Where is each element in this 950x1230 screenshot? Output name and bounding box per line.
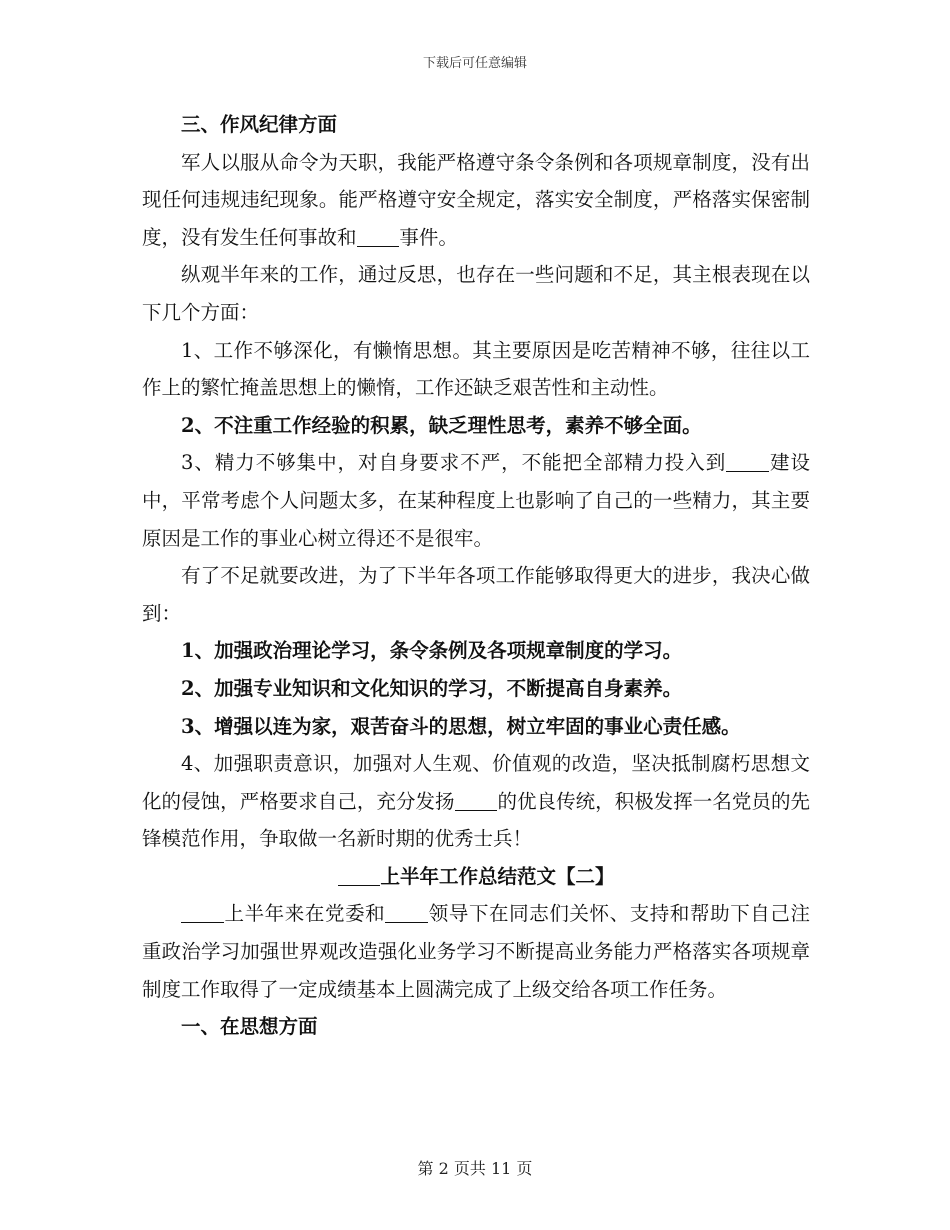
paragraph-text: 4、加强职责意识，加强对人生观、价值观的改造，坚决抵制腐朽思想文化的侵蚀，严格要求自己，充分发扬 (142, 752, 810, 813)
paragraph-text: 3、精力不够集中，对自身要求不严，不能把全部精力投入到 (181, 451, 727, 475)
document-body (142, 106, 810, 1046)
heading-text: 一、在思想方面 (181, 1015, 318, 1039)
problem-item-2 (142, 407, 810, 445)
paragraph-resolution (142, 557, 810, 632)
paragraph-text: 有了不足就要改进，为了下半年各项工作能够取得更大的进步，我决心做到： (142, 564, 810, 625)
paragraph-text: 军人以服从命令为天职，我能严格遵守条令条例和各项规章制度，没有出现任何违规违纪现象。能严格遵守安全规定，落实安全制度，严格落实保密制度，没有发生任何事故和 (142, 150, 810, 249)
paragraph-discipline (142, 144, 810, 257)
blank-line (726, 452, 769, 473)
title-text: 上半年工作总结范文【二】 (380, 864, 615, 888)
blank-line (455, 790, 498, 811)
paragraph-review (142, 256, 810, 331)
section-heading-thought (142, 1008, 810, 1046)
resolution-item-4 (142, 745, 810, 858)
paragraph-intro (142, 895, 810, 1008)
problem-item-3 (142, 444, 810, 557)
paragraph-text: 事件。 (399, 225, 458, 249)
blank-line (181, 903, 224, 924)
blank-line (357, 226, 400, 247)
page-footer: 第 2 页共 11 页 (417, 1159, 533, 1178)
blank-line (385, 903, 428, 924)
problem-item-1 (142, 332, 810, 407)
resolution-item-2 (142, 670, 810, 708)
paragraph-text: 1、工作不够深化，有懒惰思想。其主要原因是吃苦精神不够，往往以工作上的繁忙掩盖思想上的懒惰，工作还缺乏艰苦性和主动性。 (142, 338, 810, 400)
paragraph-text: 3、增强以连为家，艰苦奋斗的思想，树立牢固的事业心责任感。 (181, 714, 741, 738)
blank-line (338, 865, 381, 886)
heading-text: 三、作风纪律方面 (181, 113, 338, 136)
section-heading-discipline (142, 106, 810, 144)
resolution-item-1 (142, 632, 810, 670)
paragraph-text: 纵观半年来的工作，通过反思，也存在一些问题和不足，其主根表现在以下几个方面： (142, 263, 810, 324)
paragraph-text: 领导下在同志们关怀、支持和帮助下自己注重政治学习加强世界观改造强化业务学习不断提高业务能力严格落实各项规章制度工作取得了一定成绩基本上圆满完成了上级交给各项工作任务。 (142, 902, 810, 1001)
paragraph-text: 1、加强政治理论学习，条令条例及各项规章制度的学习。 (181, 639, 683, 663)
paragraph-text: 建设中，平常考虑个人问题太多，在某种程度上也影响了自己的一些精力，其主要原因是工作的事业心树立得还不是很牢。 (142, 451, 810, 550)
article-title (142, 858, 810, 896)
resolution-item-3 (142, 708, 810, 746)
paragraph-text: 上半年来在党委和 (223, 902, 386, 926)
page-header: 下载后可任意编辑 (422, 56, 527, 71)
paragraph-text: 的优良传统，积极发挥一名党员的先锋模范作用，争取做一名新时期的优秀士兵！ (142, 789, 810, 851)
paragraph-text: 2、加强专业知识和文化知识的学习，不断提高自身素养。 (181, 676, 683, 700)
paragraph-text: 2、不注重工作经验的积累，缺乏理性思考，素养不够全面。 (181, 413, 702, 437)
